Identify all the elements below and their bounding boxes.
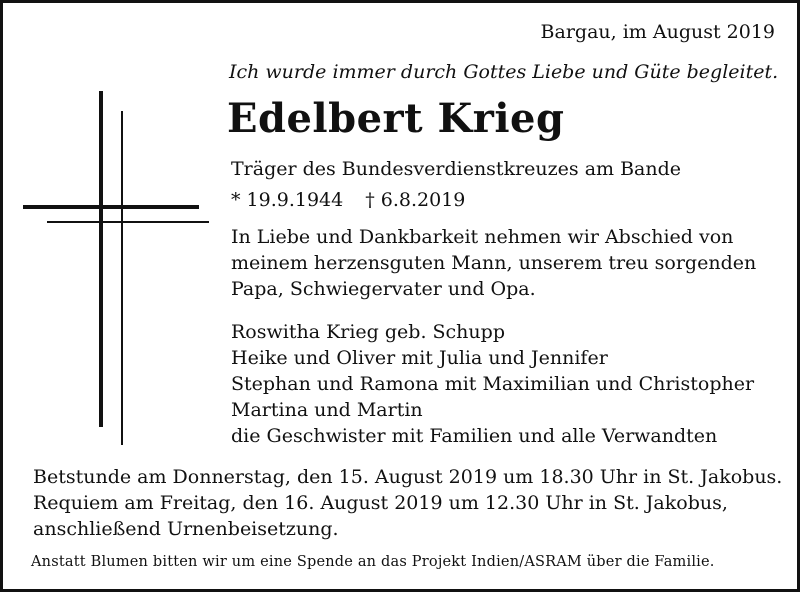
- motto: Ich wurde immer durch Gottes Liebe und Güte begleitet.: [229, 61, 779, 83]
- place-date: Bargau, im August 2019: [540, 21, 775, 43]
- farewell-line: Papa, Schwiegervater und Opa.: [231, 278, 536, 300]
- mourner-line: Heike und Oliver mit Julia und Jennifer: [231, 347, 608, 369]
- farewell-line: In Liebe und Dankbarkeit nehmen wir Abschied von: [231, 226, 734, 248]
- mourner-line: Stephan und Ramona mit Maximilian und Christopher: [231, 373, 755, 395]
- honor-line: Träger des Bundesverdienstkreuzes am Bande: [231, 158, 682, 180]
- services-info: [33, 464, 782, 542]
- service-line: Betstunde am Donnerstag, den 15. August 2019 um 18.30 Uhr in St. Jakobus.: [33, 466, 783, 488]
- farewell-text: [231, 224, 756, 302]
- farewell-line: meinem herzensguten Mann, unserem treu sorgenden: [231, 252, 757, 274]
- mourner-line: die Geschwister mit Familien und alle Verwandten: [231, 425, 718, 447]
- life-dates: [231, 189, 465, 211]
- deceased-name: Edelbert Krieg: [227, 95, 565, 142]
- service-line: anschließend Urnenbeisetzung.: [33, 518, 339, 540]
- service-line: Requiem am Freitag, den 16. August 2019 um 12.30 Uhr in St. Jakobus,: [33, 492, 728, 514]
- mourner-line: Roswitha Krieg geb. Schupp: [231, 321, 505, 343]
- mourner-line: Martina und Martin: [231, 399, 423, 421]
- donation-note: Anstatt Blumen bitten wir um eine Spende an das Projekt Indien/ASRAM über die Familie.: [31, 554, 715, 570]
- birth-date: * 19.9.1944: [231, 189, 344, 211]
- mourners-list: [231, 319, 754, 449]
- cross-icon: [21, 89, 211, 449]
- death-date: † 6.8.2019: [365, 189, 466, 211]
